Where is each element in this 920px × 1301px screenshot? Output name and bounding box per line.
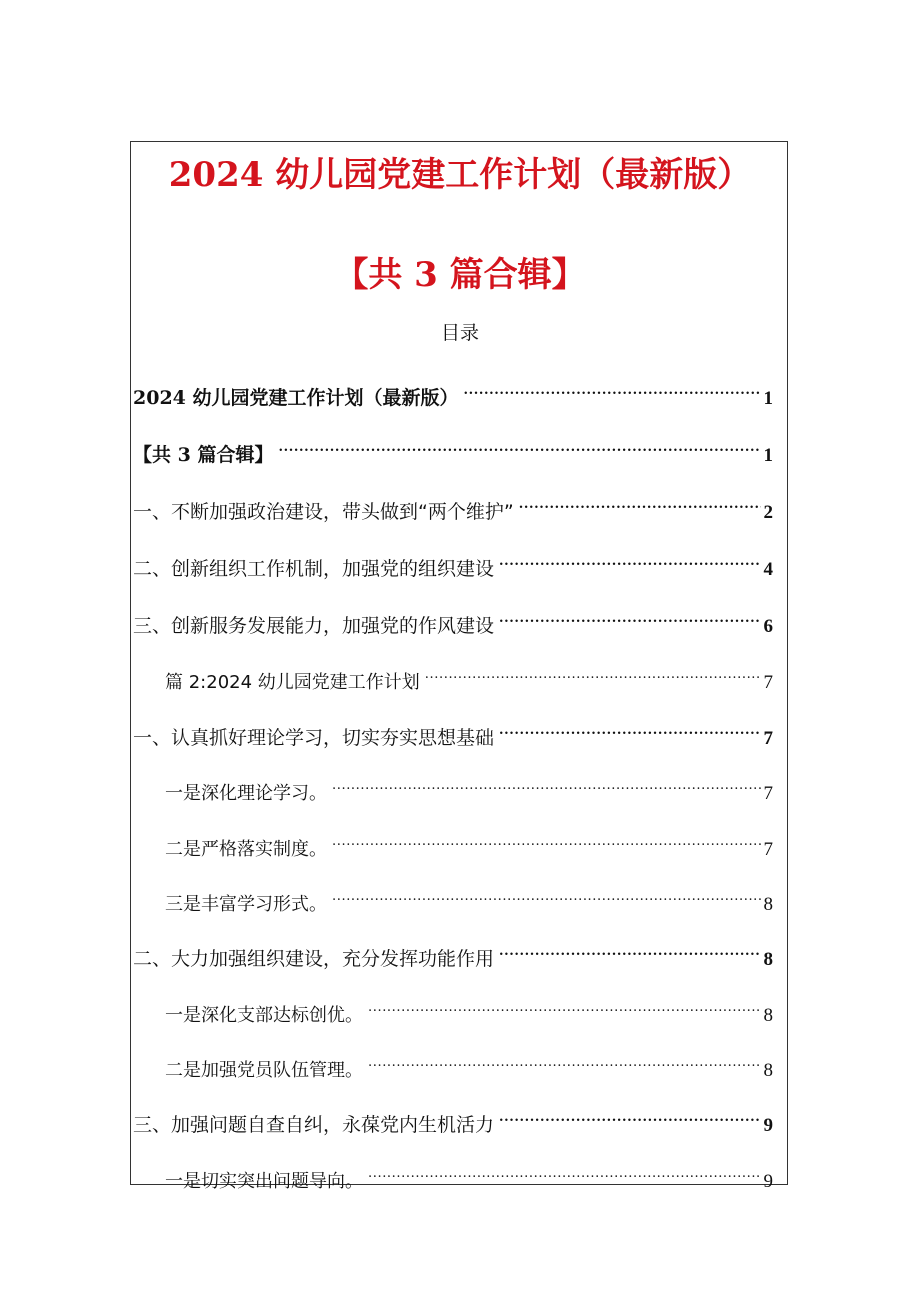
toc-entry-label: 三、加强问题自查自纠，永葆党内生机活力 <box>133 1114 495 1136</box>
toc-heading: 目录 <box>440 322 479 344</box>
toc-entry[interactable] <box>133 1101 773 1136</box>
toc-entry-label: 二是严格落实制度。 <box>165 839 327 860</box>
toc-leader-dots <box>368 991 761 1021</box>
toc-entry-page: 8 <box>763 1060 773 1081</box>
toc-entry-label: 二、创新组织工作机制，加强党的组织建设 <box>133 558 495 580</box>
toc-entry-page: 7 <box>763 672 773 693</box>
toc-entry-page: 8 <box>763 894 773 915</box>
toc-entry[interactable] <box>133 431 773 466</box>
toc-entry-label: 二是加强党员队伍管理。 <box>165 1060 363 1081</box>
document-subtitle: 【共 3 篇合辑】 <box>334 255 586 295</box>
toc-entry-label: 【共 3 篇合辑】 <box>133 444 274 466</box>
toc-entry-page: 1 <box>763 388 773 409</box>
toc-entry-page: 4 <box>763 559 773 580</box>
toc-leader-dots <box>368 1157 761 1187</box>
toc-entry[interactable] <box>165 880 773 915</box>
toc-entry-page: 9 <box>763 1171 773 1192</box>
toc-leader-dots <box>425 658 761 688</box>
toc-leader-dots <box>499 935 760 965</box>
toc-leader-dots <box>332 825 761 855</box>
toc-entry-label: 三是丰富学习形式。 <box>165 894 327 915</box>
toc-entry-page: 8 <box>763 1005 773 1026</box>
toc-entry-label: 一是深化支部达标创优。 <box>165 1005 363 1026</box>
toc-entry[interactable] <box>133 602 773 637</box>
toc-entry[interactable] <box>165 1046 773 1081</box>
toc-leader-dots <box>519 488 761 518</box>
toc-entry-label: 二、大力加强组织建设，充分发挥功能作用 <box>133 948 495 970</box>
toc-entry[interactable] <box>165 1157 773 1192</box>
document-title: 2024 幼儿园党建工作计划（最新版） <box>168 155 752 195</box>
toc-entry-label: 2024 幼儿园党建工作计划（最新版） <box>133 387 459 409</box>
toc-entry[interactable] <box>133 935 773 970</box>
toc-entry[interactable] <box>165 769 773 804</box>
toc-entry[interactable] <box>165 825 773 860</box>
toc-entry[interactable] <box>133 374 773 409</box>
toc-entry-page: 6 <box>763 616 773 637</box>
toc-entry-page: 8 <box>763 949 773 970</box>
toc-entry-page: 9 <box>763 1115 773 1136</box>
toc-entry[interactable] <box>133 545 773 580</box>
toc-entry-label: 一、认真抓好理论学习，切实夯实思想基础 <box>133 727 495 749</box>
toc-entry[interactable] <box>165 991 773 1026</box>
toc-leader-dots <box>464 374 761 404</box>
toc-entry-page: 1 <box>763 445 773 466</box>
toc-entry-label: 篇 2:2024 幼儿园党建工作计划 <box>165 672 420 693</box>
toc-leader-dots <box>368 1046 761 1076</box>
toc-entry[interactable] <box>165 658 773 693</box>
toc-leader-dots <box>278 431 760 461</box>
toc-entry-page: 2 <box>763 502 773 523</box>
toc-leader-dots <box>332 769 761 799</box>
toc-entry-label: 一是切实突出问题导向。 <box>165 1171 363 1192</box>
toc-entry-page: 7 <box>763 728 773 749</box>
toc-leader-dots <box>499 602 760 632</box>
toc-entry-page: 7 <box>763 783 773 804</box>
toc-entry-label: 一、不断加强政治建设，带头做到“两个维护” <box>133 501 514 523</box>
toc-leader-dots <box>332 880 761 910</box>
toc-leader-dots <box>499 714 760 744</box>
toc-entry-label: 一是深化理论学习。 <box>165 783 327 804</box>
toc-entry[interactable] <box>133 714 773 749</box>
toc-entry-page: 7 <box>763 839 773 860</box>
toc-entry[interactable] <box>133 488 773 523</box>
toc-leader-dots <box>499 545 760 575</box>
toc-leader-dots <box>499 1101 760 1131</box>
toc-entry-label: 三、创新服务发展能力，加强党的作风建设 <box>133 615 495 637</box>
